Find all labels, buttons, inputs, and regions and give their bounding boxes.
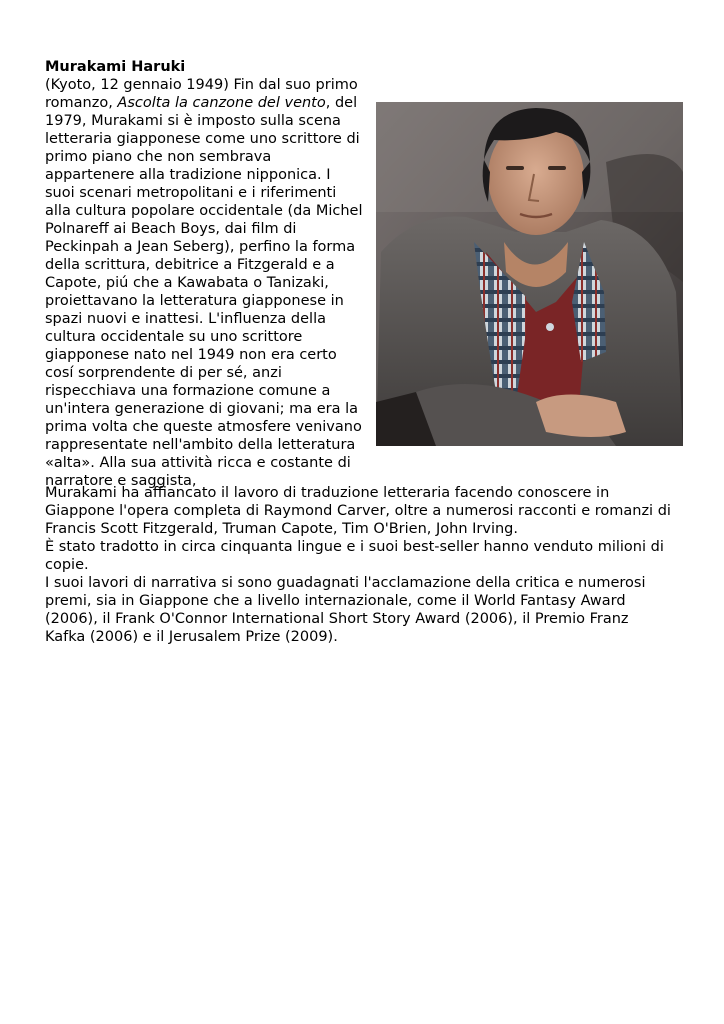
text-fragment: romanzo, (45, 95, 118, 111)
text-line: della scrittura, debitrice a Fitzgerald e a (45, 257, 335, 273)
text-line: suoi scenari metropolitani e i riferimenti (45, 185, 337, 201)
text-line: giapponese nato nel 1949 non era certo (45, 347, 337, 363)
author-portrait-photo (376, 102, 683, 446)
text-line: copie. (45, 557, 89, 573)
novel-title: Ascolta la canzone del vento (117, 95, 326, 111)
text-line: (Kyoto, 12 gennaio 1949) Fin dal suo primo (45, 77, 358, 93)
text-line: (2006), il Frank O'Connor International Short Story Award (2006), il Premio Franz (45, 611, 629, 627)
text-line: Peckinpah a Jean Seberg), perfino la forma (45, 239, 356, 255)
text-line: «alta». Alla sua attività ricca e costante di (45, 455, 351, 471)
text-line: rappresentate nell'ambito della letteratura (45, 437, 356, 453)
text-line: narratore e saggista, (45, 473, 197, 489)
text-line: prima volta che queste atmosfere venivano (45, 419, 362, 435)
text-line: alla cultura popolare occidentale (da Michel (45, 203, 363, 219)
text-line: un'intera generazione di giovani; ma era la (45, 401, 358, 417)
text-line: I suoi lavori di narrativa si sono guadagnati l'acclamazione della critica e numerosi (45, 575, 646, 591)
text-line: cultura occidentale su uno scrittore (45, 329, 303, 345)
text-line: rispecchiava una formazione comune a (45, 383, 331, 399)
text-line: Giappone l'opera completa di Raymond Carver, oltre a numerosi racconti e romanzi di (45, 503, 671, 519)
text-line: Kafka (2006) e il Jerusalem Prize (2009). (45, 629, 338, 645)
text-line: Murakami ha affiancato il lavoro di traduzione letteraria facendo conoscere in (45, 485, 610, 501)
text-line: primo piano che non sembrava (45, 149, 272, 165)
text-line: letteraria giapponese come uno scrittore di (45, 131, 360, 147)
text-line: Polnareff ai Beach Boys, dai film di (45, 221, 297, 237)
continuation-paragraph (45, 484, 685, 646)
author-name: Murakami Haruki (45, 59, 186, 75)
text-line-with-title (45, 94, 375, 112)
intro-paragraph (45, 76, 375, 489)
text-line: appartenere alla tradizione nipponica. I (45, 167, 331, 183)
text-line: cosí sorprendente di per sé, anzi (45, 365, 282, 381)
text-fragment: , del (325, 95, 358, 111)
text-line: È stato tradotto in circa cinquanta lingue e i suoi best-seller hanno venduto milioni di (45, 539, 664, 555)
text-line: 1979, Murakami si è imposto sulla scena (45, 113, 341, 129)
text-line: proiettavano la letteratura giapponese in (45, 293, 344, 309)
text-line: Capote, piú che a Kawabata o Tanizaki, (45, 275, 329, 291)
text-line: premi, sia in Giappone che a livello internazionale, come il World Fantasy Award (45, 593, 626, 609)
text-line: spazi nuovi e inattesi. L'influenza della (45, 311, 326, 327)
text-line: Francis Scott Fitzgerald, Truman Capote, Tim O'Brien, John Irving. (45, 521, 518, 537)
